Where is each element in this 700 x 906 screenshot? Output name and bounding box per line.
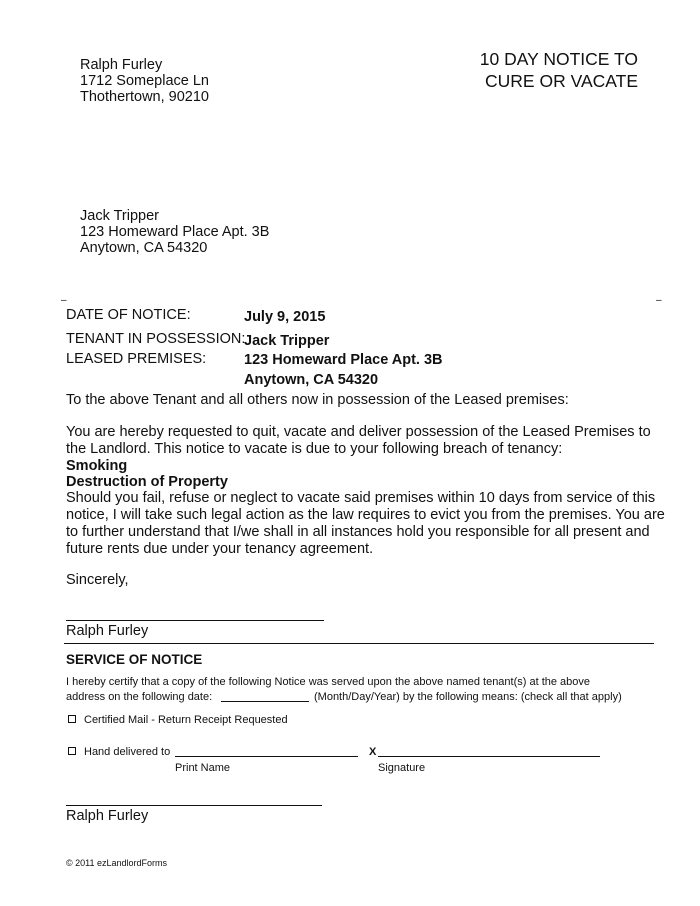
breach-item-destruction: Destruction of Property [66, 474, 228, 490]
tenant-address-line1: 123 Homeward Place Apt. 3B [80, 224, 270, 240]
certify-line2-start: address on the following date: [66, 691, 213, 703]
tenant-address-line2: Anytown, CA 54320 [80, 240, 208, 256]
leased-premises-label: LEASED PREMISES: [66, 351, 207, 367]
landlord-address-line1: 1712 Someplace Ln [80, 73, 209, 89]
certify-line1: I hereby certify that a copy of the following Notice was served upon the above named tenant(s) at the above [66, 676, 591, 688]
breach-item-smoking: Smoking [66, 458, 128, 474]
fold-mark-left: – [61, 295, 67, 306]
service-heading: SERVICE OF NOTICE [66, 652, 203, 667]
notice-title-line1: 10 DAY NOTICE TO [479, 49, 638, 69]
para2-line2: notice, I will take such legal action as the law requires to evict you from the premises. You are [66, 507, 665, 523]
option-certified-mail [68, 713, 288, 727]
signature-x-marker: X [369, 746, 377, 758]
landlord-name: Ralph Furley [80, 57, 163, 73]
signature-caption: Signature [378, 762, 426, 774]
fold-mark-right: – [656, 295, 662, 306]
landlord-signer-name: Ralph Furley [66, 623, 149, 639]
certify-line2-end: (Month/Day/Year) by the following means: (check all that apply) [314, 691, 622, 703]
date-of-notice-value: July 9, 2015 [244, 309, 326, 325]
landlord-signature-line [66, 620, 324, 621]
para2-line4: future rents due under your tenancy agreement. [66, 541, 374, 557]
section-divider [64, 643, 654, 644]
certified-mail-label: Certified Mail - Return Receipt Requested [84, 714, 288, 726]
salutation: To the above Tenant and all others now in possession of the Leased premises: [66, 392, 569, 408]
landlord-address-line2: Thothertown, 90210 [80, 89, 209, 105]
print-name-caption: Print Name [175, 762, 231, 774]
notice-title-line2: CURE OR VACATE [485, 71, 638, 91]
leased-premises-line1: 123 Homeward Place Apt. 3B [244, 352, 443, 368]
certified-mail-checkbox[interactable] [68, 715, 76, 723]
tenant-name: Jack Tripper [80, 208, 159, 224]
closing: Sincerely, [66, 572, 129, 588]
hand-delivered-label: Hand delivered to [84, 746, 171, 758]
para1-line2: the Landlord. This notice to vacate is due to your following breach of tenancy: [66, 441, 563, 457]
tenant-in-possession-label: TENANT IN POSSESSION: [66, 331, 246, 347]
server-signature-line [66, 805, 322, 806]
date-of-notice-label: DATE OF NOTICE: [66, 307, 191, 323]
copyright: © 2011 ezLandlordForms [66, 858, 168, 868]
service-date-field[interactable] [221, 701, 309, 702]
para2-line1: Should you fail, refuse or neglect to vacate said premises within 10 days from service of this [66, 490, 656, 506]
hand-delivered-checkbox[interactable] [68, 747, 76, 755]
option-hand-delivered [68, 745, 170, 759]
server-name: Ralph Furley [66, 808, 149, 824]
recipient-signature-field[interactable] [378, 756, 600, 757]
print-name-field[interactable] [175, 756, 358, 757]
leased-premises-line2: Anytown, CA 54320 [244, 372, 379, 388]
tenant-in-possession-value: Jack Tripper [244, 333, 330, 349]
para2-line3: to further understand that I/we shall in all instances hold you responsible for all present and [66, 524, 650, 540]
para1-line1: You are hereby requested to quit, vacate and deliver possession of the Leased Premises to [66, 424, 651, 440]
